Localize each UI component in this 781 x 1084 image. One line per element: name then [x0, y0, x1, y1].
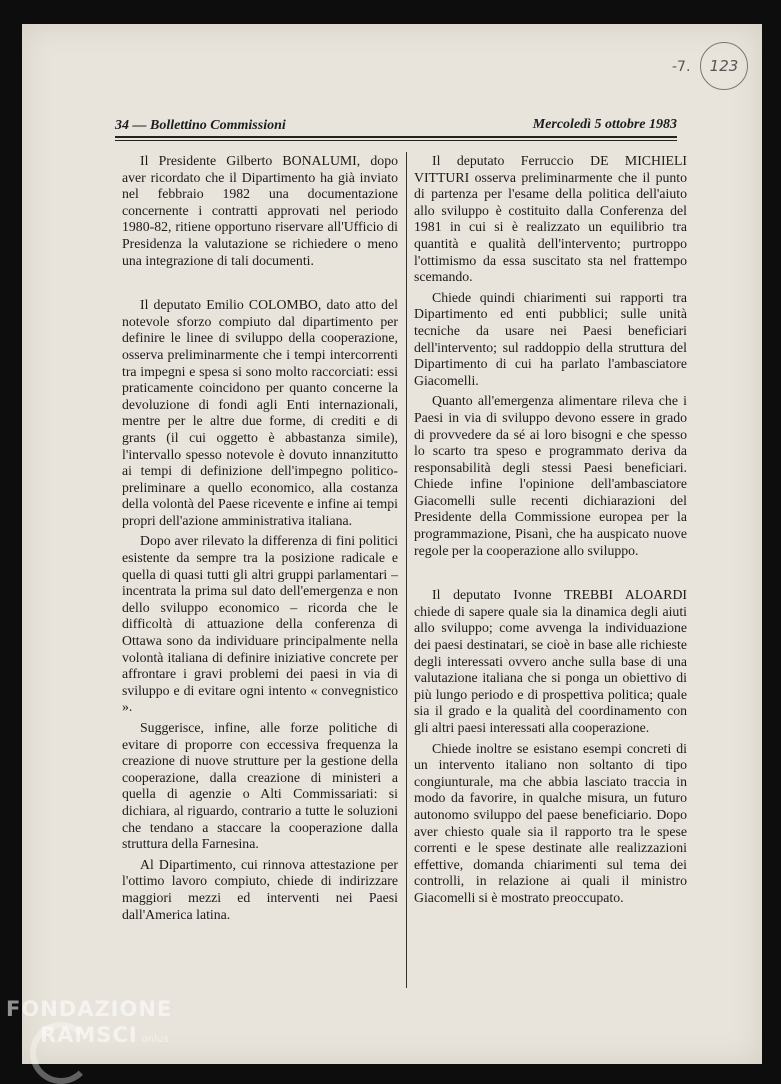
left-column	[122, 153, 398, 923]
paragraph-colombo-latin-america: Al Dipartimento, cui rinnova attestazione per l'ottimo lavoro compiuto, chiede di indirizzare maggiori mezzi ed interventi nei Paesi dall'America latina.	[122, 856, 398, 922]
watermark-suffix: onlus	[141, 1034, 169, 1045]
archive-stamp	[700, 42, 748, 90]
paragraph-colombo-ottawa: Dopo aver rilevato la differenza di fini politici esistente da sempre tra la posizione radicale e quella di quasi tutti gli altri gruppi parlamentari – incentrata la prima sul dato dell'emergenza e non dello sviluppo economico – ricorda che le difficoltà di attuazione della conferenza di Ottawa sono da individuare principalmente nella volontà italiana di definire iniziative concrete per affrontare i gravi problemi dei paesi in via di sviluppo e di evitare ogni intento « convegnistico ».	[122, 533, 398, 715]
handwritten-page-note: -7.	[672, 59, 691, 75]
header-rule-thin	[115, 140, 677, 141]
paragraph-de-michieli-vitturi: Il deputato Ferruccio DE MICHIELI VITTURI osserva preliminarmente che il punto di partenza per l'esame della politica dell'aiuto allo sviluppo è costituito dalla Conferenza del 1981 in cui si è realizzato un equilibrio tra quantità e qualità dell'intervento; purtroppo l'ottimismo da essa suscitato sta nel frattempo scemando.	[414, 153, 687, 285]
header-page-and-publication: 34 — Bollettino Commissioni	[115, 118, 286, 133]
paragraph-trebbi-aloardi: Il deputato Ivonne TREBBI ALOARDI chiede di sapere quale sia la dinamica degli aiuti allo sviluppo; come avvenga la individuazione dei paesi destinatari, se cioè in base alle richieste degli interessati ovvero anche sulla base di una valutazione italiana che si ponga un obiettivo di più lungo periodo e di prospettiva politica; quale sia il grado e la qualità del coordinamento con gli altri paesi interessati alla cooperazione.	[414, 587, 687, 735]
stamp-number: 123	[709, 57, 739, 75]
column-divider	[406, 152, 407, 988]
header-rule-thick	[115, 136, 677, 138]
paragraph-emergenza-alimentare: Quanto all'emergenza alimentare rileva che i Paesi in via di sviluppo devono essere in grado di provvedere da sé ai loro bisogni e che spesso lo scarto tra speso e programmato deriva da responsabilità degli stessi Paesi beneficiari. Chiede infine l'opinione dell'ambasciatore Giacomelli sulle recenti dichiarazioni del Presidente della Commissione europea per la programmazione, Pisanì, che ha auspicato nuove regole per la cooperazione allo sviluppo.	[414, 393, 687, 558]
paragraph-bonalumi: Il Presidente Gilberto BONALUMI, dopo aver ricordato che il Dipartimento ha già inviato nel febbraio 1982 una documentazione concernente i contratti approvati nel periodo 1980-82, ritiene opportuno riservare all'Ufficio di Presidenza la valutazione se richiedere o meno una integrazione di tali documenti.	[122, 153, 398, 268]
paragraph-colombo-structures: Suggerisce, infine, alle forze politiche di evitare di proporre con eccessiva frequenza la creazione di nuove strutture per la gestione della cooperazione, dalla creazione di ministeri a quella di agenzie o Alti Commissariati: si dichiara, al riguardo, contrario a tutte le soluzioni che tendano a staccare la cooperazione dalla struttura della Farnesina.	[122, 720, 398, 852]
watermark-line2-text: RAMSCI	[40, 1023, 138, 1047]
paragraph-esempi-concreti: Chiede inoltre se esistano esempi concreti di un intervento italiano non soltanto di tipo congiunturale, ma che abbia lasciato traccia in modo da favorire, in qualche misura, un futuro autonomo sviluppo del paese beneficiario. Dopo aver chiesto quale sia il rapporto tra le spese correnti e le spese destinate alle realizzazioni effettive, domanda chiarimenti sul tema dei controlli, in relazione ai quali il ministro Giacomelli si è mostrato preoccupato.	[414, 740, 687, 905]
paragraph-chiarimenti: Chiede quindi chiarimenti sui rapporti tra Dipartimento ed enti pubblici; sulle unità tecniche da usare nei Paesi beneficiari dell'intervento; sul raddoppio della struttura del Dipartimento di cui ha parlato l'ambasciatore Giacomelli.	[414, 289, 687, 388]
header-date: Mercoledì 5 ottobre 1983	[532, 117, 677, 132]
watermark-line1: FONDAZIONE	[6, 997, 173, 1021]
right-column	[414, 153, 687, 907]
watermark-line2	[6, 1022, 172, 1053]
watermark	[6, 996, 172, 1053]
paragraph-colombo-intro: Il deputato Emilio COLOMBO, dato atto del notevole sforzo compiuto dal dipartimento per definire le linee di sviluppo della cooperazione, osserva preliminarmente che i tempi intercorrenti tra impegni e spesa si sono molto raccorciati: essi praticamente coincidono per quanto concerne la devoluzione di fondi agli Enti internazionali, mentre per le altre due forme, di crediti e di grants (il cui oggetto è abbastanza simile), l'intervallo spesso notevole è dovuto innanzitutto ai tempi di definizione dell'impegno politico-preliminare a quello economico, alla costanza della volontà del Paese ricevente e infine ai tempi propri dell'azione amministrativa italiana.	[122, 297, 398, 528]
